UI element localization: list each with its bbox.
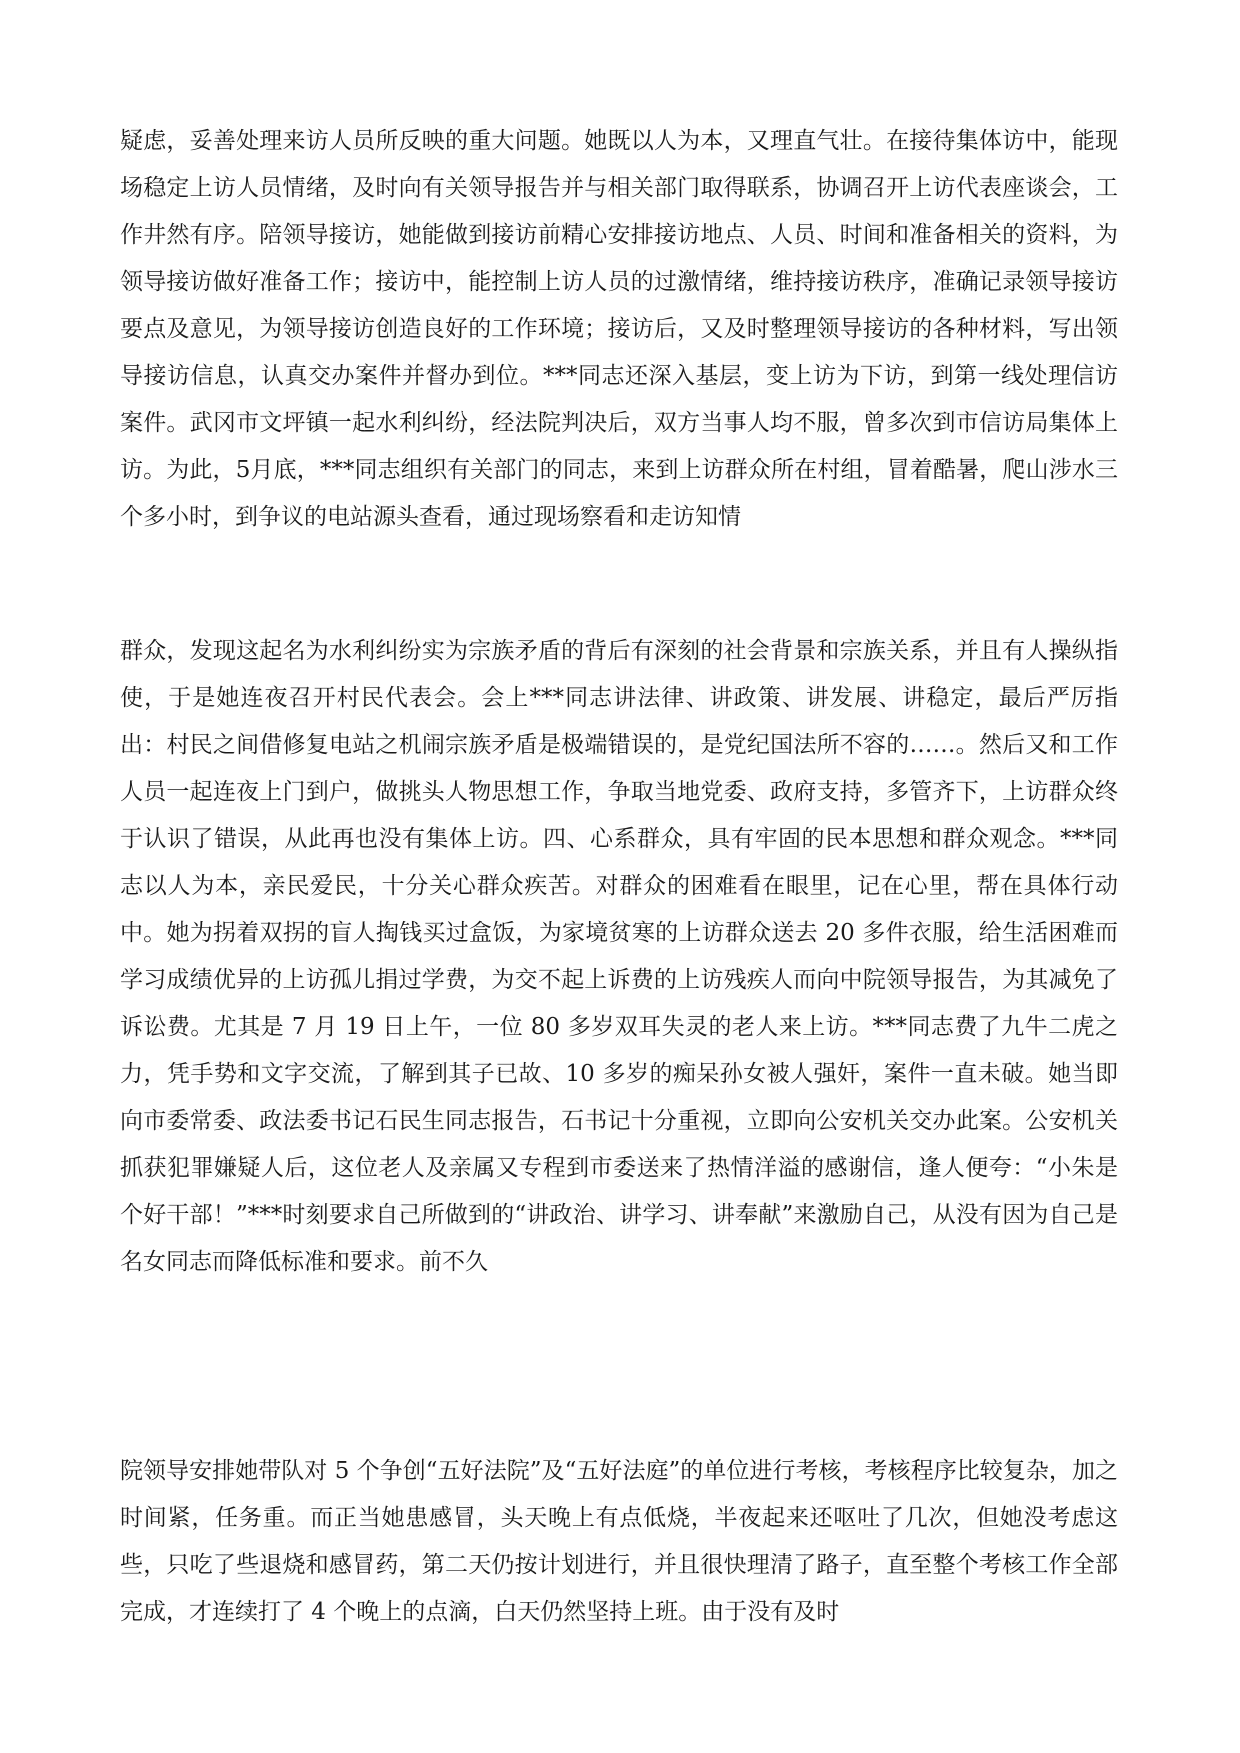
body-paragraph-2: 群众，发现这起名为水利纠纷实为宗族矛盾的背后有深刻的社会背景和宗族关系，并且有人操纵指使，于是她连夜召开村民代表会。会上***同志讲法律、讲政策、讲发展、讲稳定，最后严厉指出：村民之间借修复电站之机闹宗族矛盾是极端错误的，是党纪国法所不容的……。然后又和工作人员一起连夜上门到户，做挑头人物思想工作，争取当地党委、政府支持，多管齐下，上访群众终于认识了错误，从此再也没有集体上访。四、心系群众，具有牢固的民本思想和群众观念。***同志以人为本，亲民爱民，十分关心群众疾苦。对群众的困难看在眼里，记在心里，帮在具体行动中。她为拐着双拐的盲人掏钱买过盒饭，为家境贫寒的上访群众送去 20 多件衣服，给生活困难而学习成绩优异的上访孤儿捐过学费，为交不起上诉费的上访残疾人而向中院领导报告，为其减免了诉讼费。尤其是 7 月 19 日上午，一位 80 多岁双耳失灵的老人来上访。***同志费了九牛二虎之力，凭手势和文字交流，了解到其子已故、10 多岁的痴呆孙女被人强奸，案件一直未破。她当即向市委常委、政法委书记石民生同志报告，石书记十分重视，立即向公安机关交办此案。公安机关抓获犯罪嫌疑人后，这位老人及亲属又专程到市委送来了热情洋溢的感谢信，逢人便夸：“小朱是个好干部！”***时刻要求自己所做到的“讲政治、讲学习、讲奉献”来激励自己，从没有因为自己是名女同志而降低标准和要求。前不久 (120, 638, 1118, 1275)
body-paragraph-1: 疑虑，妥善处理来访人员所反映的重大问题。她既以人为本，又理直气壮。在接待集体访中，能现场稳定上访人员情绪，及时向有关领导报告并与相关部门取得联系，协调召开上访代表座谈会，工作井然有序。陪领导接访，她能做到接访前精心安排接访地点、人员、时间和准备相关的资料，为领导接访做好准备工作；接访中，能控制上访人员的过激情绪，维持接访秩序，准确记录领导接访要点及意见，为领导接访创造良好的工作环境；接访后，又及时整理领导接访的各种材料，写出领导接访信息，认真交办案件并督办到位。***同志还深入基层，变上访为下访，到第一线处理信访案件。武冈市文坪镇一起水利纠纷，经法院判决后，双方当事人均不服，曾多次到市信访局集体上访。为此，5月底，***同志组织有关部门的同志，来到上访群众所在村组，冒着酷暑，爬山涉水三个多小时，到争议的电站源头查看，通过现场察看和走访知情 (120, 128, 1118, 530)
body-paragraph-3: 院领导安排她带队对 5 个争创“五好法院”及“五好法庭”的单位进行考核，考核程序比较复杂，加之时间紧，任务重。而正当她患感冒，头天晚上有点低烧，半夜起来还呕吐了几次，但她没考虑这些，只吃了些退烧和感冒药，第二天仍按计划进行，并且很快理清了路子，直至整个考核工作全部完成，才连续打了 4 个晚上的点滴，白天仍然坚持上班。由于没有及时 (120, 1458, 1118, 1625)
